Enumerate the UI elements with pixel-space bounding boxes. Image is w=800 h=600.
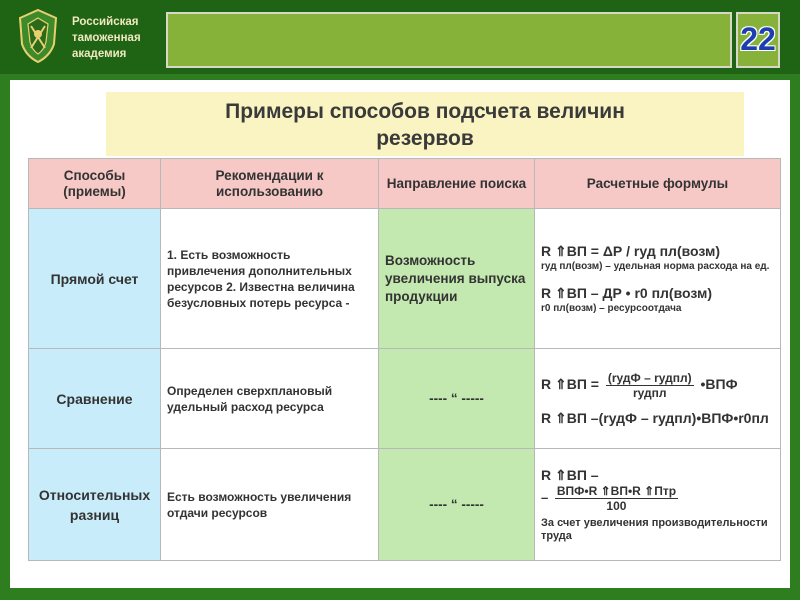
academy-name-line1: Российская xyxy=(72,16,139,28)
formula-relative-left: R ⇑ВП – xyxy=(541,466,599,483)
method-cell: Относительных разниц xyxy=(29,449,161,561)
direction-cell: ---- “ ----- xyxy=(379,349,535,449)
academy-name xyxy=(72,14,172,62)
academy-name-line2: таможенная xyxy=(72,32,141,44)
column-header-formulas: Расчетные формулы xyxy=(535,159,781,209)
formula-note-2: r0 пл(возм) – ресурсоотдача xyxy=(541,302,682,314)
top-bar xyxy=(0,0,800,74)
academy-name-line3: академия xyxy=(72,48,127,60)
formula-relative-fraction-line: – $\frac{\text{ВПФ•R ⇑ВП•R ⇑Птр}}{100}$ xyxy=(541,483,677,513)
slide-content xyxy=(10,80,790,588)
formula-direct-2: R ⇑ВП – ДР • r0 пл(возм) xyxy=(541,284,713,301)
formula-direct-1: R ⇑ВП = ΔР / rуд пл(возм) xyxy=(541,242,721,259)
column-header-methods: Способы (приемы) xyxy=(29,159,161,209)
formula-compare-1 xyxy=(541,371,774,400)
page-title-line1: Примеры способов подсчета величин xyxy=(225,100,625,123)
title-box xyxy=(166,12,732,68)
formula-relative-numerator: ВПФ•R ⇑ВП•R ⇑Птр xyxy=(556,483,677,498)
table-row xyxy=(29,349,781,449)
slide-number: 22 xyxy=(736,12,780,68)
column-header-recommendations: Рекомендации к использованию xyxy=(161,159,379,209)
recommendation-cell: Определен сверхплановый удельный расход ресурса xyxy=(161,349,379,449)
formula-relative-note: За счет увеличения производительности труда xyxy=(541,516,768,542)
formula-compare-1-numerator: (rудФ – rудпл) xyxy=(607,370,692,385)
direction-cell: Возможность увеличения выпуска продукции xyxy=(379,209,535,349)
method-cell: Прямой счет xyxy=(29,209,161,349)
page-title xyxy=(106,92,744,156)
table-row xyxy=(29,449,781,561)
column-header-direction: Направление поиска xyxy=(379,159,535,209)
formula-relative-fraction xyxy=(555,484,678,513)
table-header-row xyxy=(29,159,781,209)
method-cell: Сравнение xyxy=(29,349,161,449)
formula-cell xyxy=(535,449,781,561)
formula-note-1: rуд пл(возм) – удельная норма расхода на ед. xyxy=(541,260,770,272)
formula-cell xyxy=(535,209,781,349)
formula-compare-1-fraction xyxy=(606,371,694,400)
recommendation-cell: 1. Есть возможность привлечения дополнительных ресурсов 2. Известна величина безусловных потерь ресурса - xyxy=(161,209,379,349)
formula-compare-2: R ⇑ВП –(rудФ – rудпл)•ВПФ•r0пл xyxy=(541,409,769,426)
formula-cell xyxy=(535,349,781,449)
formula-compare-1-denominator: rудпл xyxy=(632,385,667,400)
table-row xyxy=(29,209,781,349)
formula-compare-1-right: •ВПФ xyxy=(700,375,738,392)
reserves-table xyxy=(28,158,781,561)
formula-relative-denominator: 100 xyxy=(606,498,627,513)
formula-compare-1-left: R ⇑ВП = xyxy=(541,375,599,392)
recommendation-cell: Есть возможность увеличения отдачи ресурсов xyxy=(161,449,379,561)
page-title-line2: резервов xyxy=(376,127,474,150)
customs-academy-emblem-icon xyxy=(16,8,60,64)
direction-cell: ---- “ ----- xyxy=(379,449,535,561)
